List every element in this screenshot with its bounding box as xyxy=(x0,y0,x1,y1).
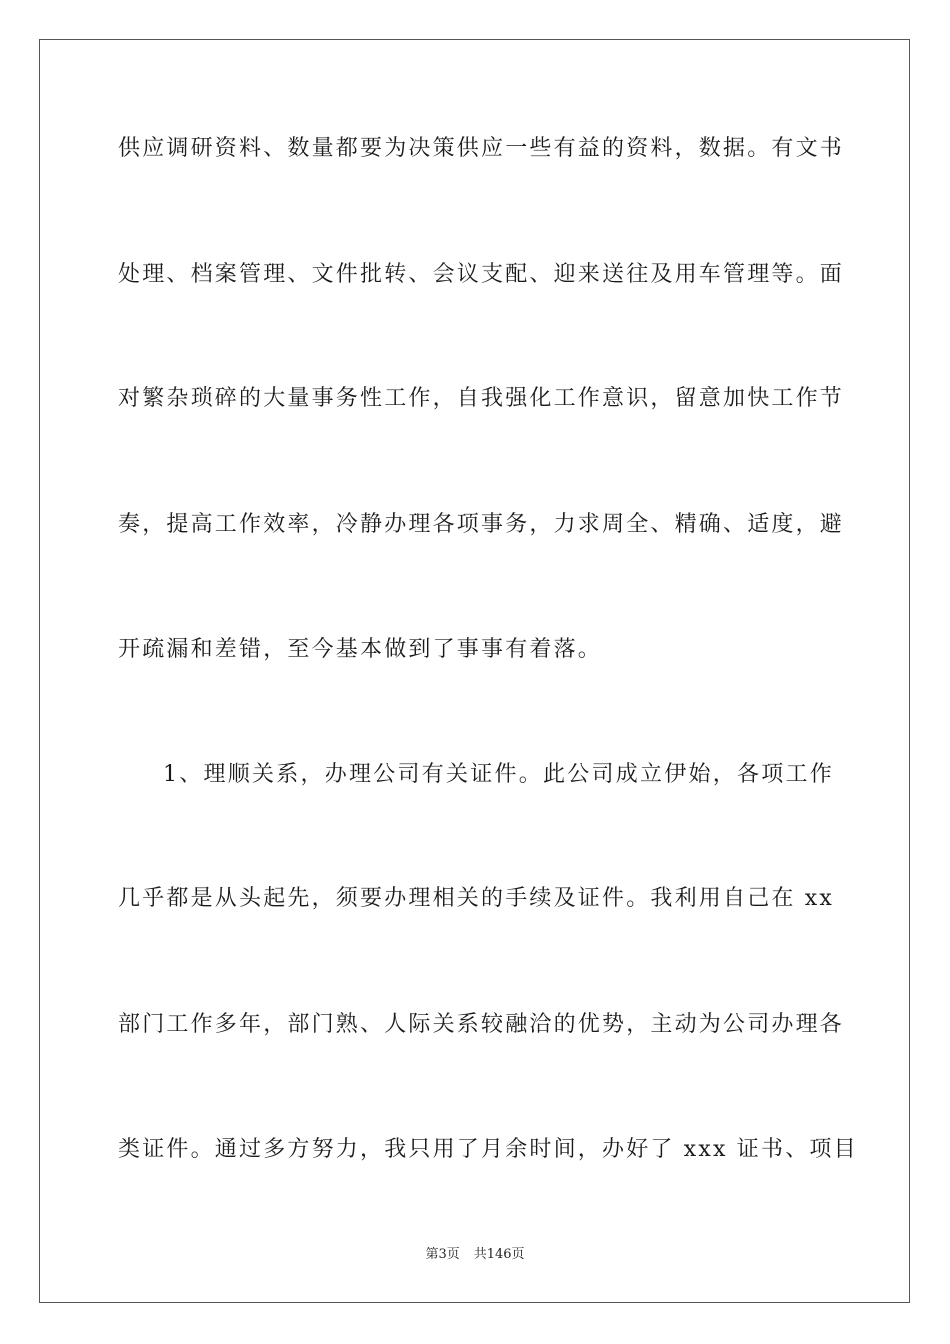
text-line-8: 部门工作多年，部门熟、人际关系较融洽的优势，主动为公司办理各 xyxy=(118,1012,845,1037)
page-footer xyxy=(0,1246,950,1264)
paragraph-start-line: 1、理顺关系，办理公司有关证件。此公司成立伊始，各项工作 xyxy=(163,762,834,787)
text-line-4: 奏，提高工作效率，冷静办理各项事务，力求周全、精确、适度，避 xyxy=(118,512,845,537)
text-line-5: 开疏漏和差错，至今基本做到了事事有着落。 xyxy=(118,637,603,662)
text-line-9: 类证件。通过多方努力，我只用了月余时间，办好了 xxx 证书、项目 xyxy=(118,1137,858,1162)
text-line-3: 对繁杂琐碎的大量事务性工作，自我强化工作意识，留意加快工作节 xyxy=(118,386,845,411)
text-line-2: 处理、档案管理、文件批转、会议支配、迎来送往及用车管理等。面 xyxy=(118,262,845,287)
total-pages: 共146页 xyxy=(473,1247,525,1262)
text-line-7: 几乎都是从头起先，须要办理相关的手续及证件。我利用自己在 xx xyxy=(118,886,835,911)
text-line-1: 供应调研资料、数量都要为决策供应一些有益的资料，数据。有文书 xyxy=(118,136,845,161)
page-border xyxy=(39,39,910,1303)
page-number: 第3页 xyxy=(425,1247,460,1262)
